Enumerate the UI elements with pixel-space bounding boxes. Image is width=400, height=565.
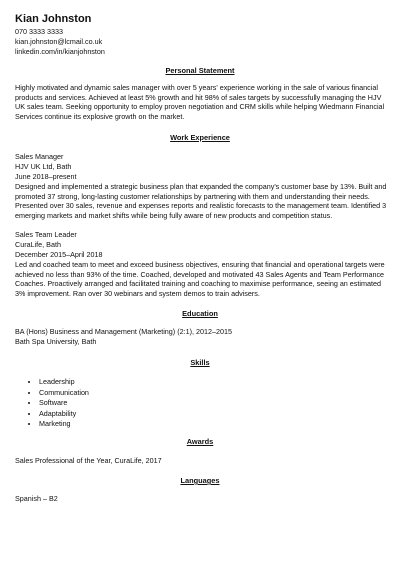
skill-item: • Software xyxy=(39,398,89,409)
job-company: HJV UK Ltd, Bath xyxy=(15,162,72,171)
phone-number: 070 3333 3333 xyxy=(15,27,63,36)
candidate-name: Kian Johnston xyxy=(15,13,92,25)
skills-heading: Skills xyxy=(190,358,210,367)
personal-statement-text: Highly motivated and dynamic sales manager with over 5 years' experience working in the sale of various financial products and services. Achieved at least 5% growth and hit 98% of sales targets by successfully managing the HJV UK sales team. Seeking opportunity to employ proven negotiation and CRM skills while helping Wiedmann Financial Services continue its explosive growth on the market. xyxy=(15,83,385,121)
work-experience-heading: Work Experience xyxy=(170,133,230,142)
skills-list xyxy=(15,377,89,430)
job-description: Led and coached team to meet and exceed business objectives, ensuring that financial and operational targets were achieved no less than 93% of the time. Coached, developed and motivated 43 Sales Agents and Team Performance Coaches. Proactively arranged and facilitated training and coaching to maximise performance, seeing an estimated 3% improvement. Ran over 30 webinars and system demos to train advisers. xyxy=(15,260,385,298)
skill-item: • Leadership xyxy=(39,377,89,388)
education-degree: BA (Hons) Business and Management (Marketing) (2:1), 2012–2015 xyxy=(15,327,232,336)
award-item: Sales Professional of the Year, CuraLife, 2017 xyxy=(15,456,162,465)
job-title: Sales Manager xyxy=(15,152,64,161)
skill-item: • Adaptability xyxy=(39,409,89,420)
education-school: Bath Spa University, Bath xyxy=(15,337,97,346)
job-company: CuraLife, Bath xyxy=(15,240,61,249)
personal-statement-heading: Personal Statement xyxy=(165,66,235,75)
awards-heading: Awards xyxy=(186,437,214,446)
languages-heading: Languages xyxy=(180,476,220,485)
language-item: Spanish – B2 xyxy=(15,494,58,503)
linkedin-url: linkedin.com/in/kianjohnston xyxy=(15,47,105,56)
job-dates: June 2018–present xyxy=(15,172,77,181)
email-address: kian.johnston@lcmail.co.uk xyxy=(15,37,103,46)
job-description: Designed and implemented a strategic business plan that expanded the company's customer base by 13%. Built and promoted 37 strong, long-lasting customer relationships by partnering with them and understanding their needs. Presented over 30 sales, revenue and expenses reports and realistic forecasts to the management team. Identified 3 emerging markets and market shifts while being fully aware of new products and competition status. xyxy=(15,182,387,220)
education-heading: Education xyxy=(182,309,218,318)
skill-item: • Communication xyxy=(39,388,89,399)
skill-item: • Marketing xyxy=(39,419,89,430)
job-title: Sales Team Leader xyxy=(15,230,77,239)
job-dates: December 2015–April 2018 xyxy=(15,250,103,259)
